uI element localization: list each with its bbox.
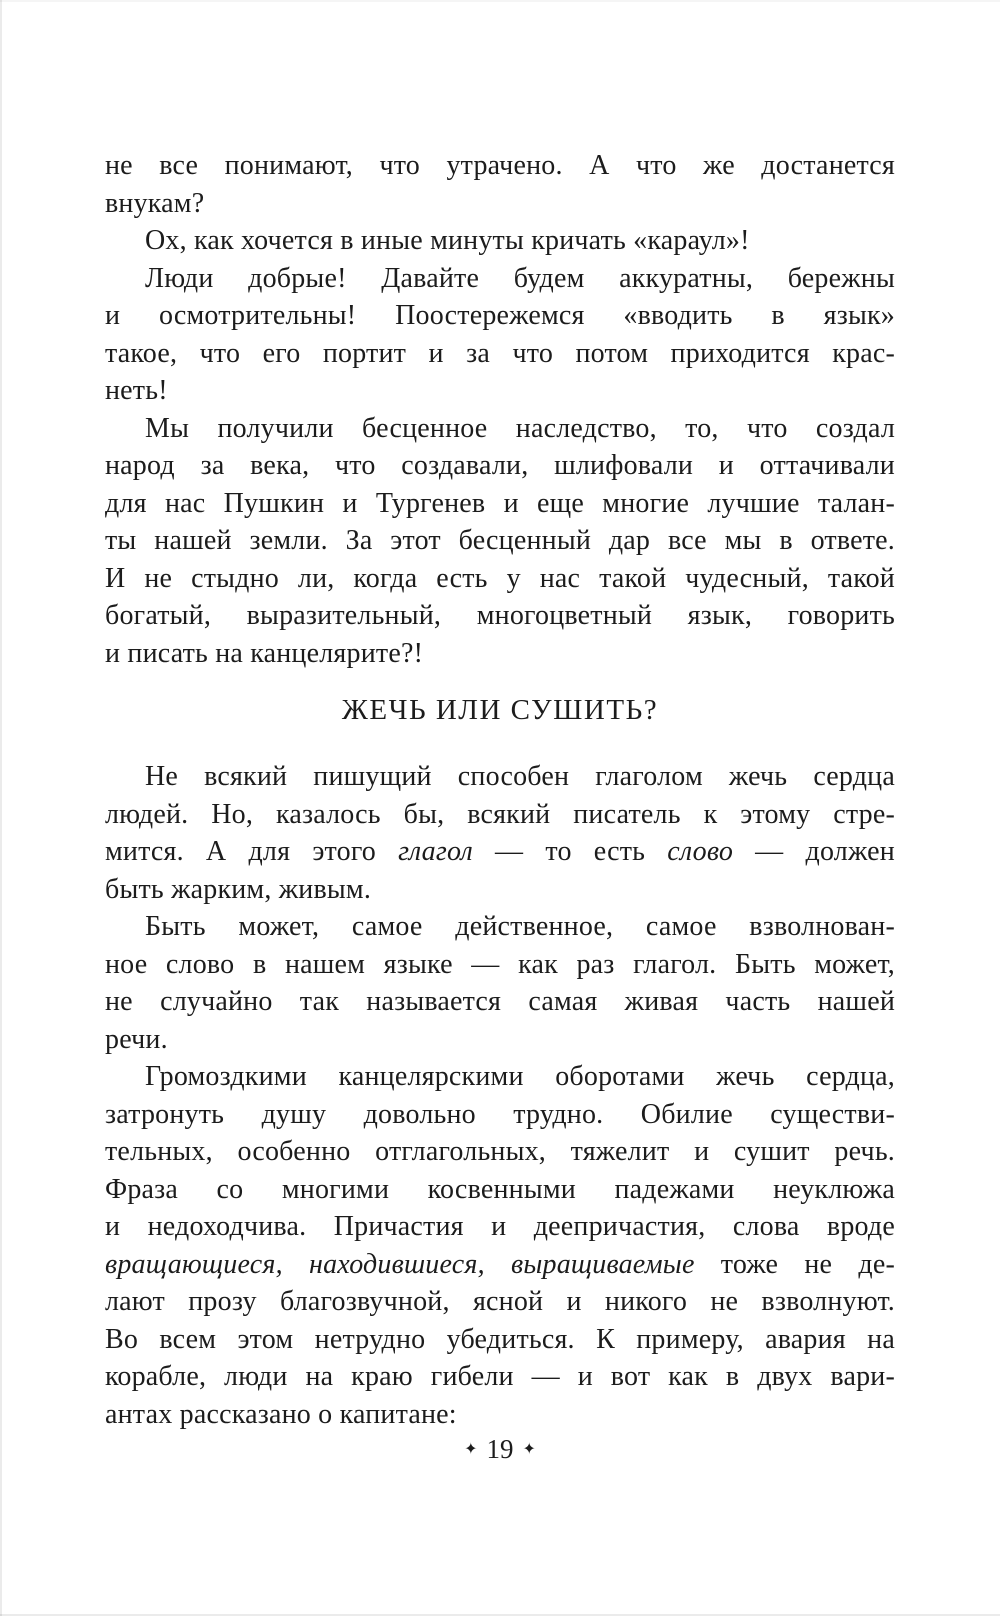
body-section (105, 758, 895, 1433)
text-segment: тельных, особенно отглагольных, тяжелит и сушит речь. (105, 1136, 895, 1167)
text-segment: ты нашей земли. За этот бесценный дар все мы в ответе. (105, 525, 895, 556)
text-line (105, 1133, 895, 1171)
text-line (105, 758, 895, 796)
text-line (105, 485, 895, 523)
text-line (105, 222, 895, 260)
text-line (105, 1208, 895, 1246)
text-segment: тоже не де- (694, 1248, 895, 1280)
text-segment: ное слово в нашем языке — как раз глагол. Быть может, (105, 948, 895, 980)
text-line (105, 871, 895, 909)
text-segment: быть жарким, живым. (105, 873, 372, 905)
paragraph (105, 260, 895, 410)
paragraph (105, 908, 895, 1058)
text-segment: Во всем этом нетрудно убедиться. К примеру, авария на (105, 1323, 895, 1355)
text-segment: Не всякий пишущий способен глаголом жечь сердца (145, 761, 895, 792)
text-segment-italic: глагол (398, 836, 473, 867)
text-segment: корабле, люди на краю гибели — и вот как в двух вари- (105, 1361, 895, 1392)
text-line (105, 447, 895, 485)
text-line (105, 1021, 895, 1059)
chapter-heading: ЖЕЧЬ ИЛИ СУШИТЬ? (341, 694, 659, 726)
page-footer (0, 1434, 1000, 1464)
text-segment: внукам? (105, 187, 205, 219)
text-segment: не случайно так называется самая живая часть нашей (105, 986, 895, 1017)
paragraph (105, 222, 895, 260)
text-line (105, 946, 895, 984)
text-segment: народ за века, что создавали, шлифовали и оттачивали (105, 450, 895, 481)
paragraph (105, 758, 895, 908)
text-line (105, 1058, 895, 1096)
text-line (105, 297, 895, 335)
text-line (105, 1246, 895, 1284)
text-line (105, 147, 895, 185)
text-segment: Ох, как хочется в иные минуты кричать «караул»! (145, 225, 750, 256)
text-line (105, 1321, 895, 1359)
text-line (105, 833, 895, 871)
text-segment: Громоздкими канцелярскими оборотами жечь сердца, (145, 1061, 895, 1092)
text-line (105, 597, 895, 635)
text-segment: И не стыдно ли, когда есть у нас такой чудесный, такой (105, 562, 895, 594)
text-segment: Фраза со многими косвенными падежами неуклюжа (105, 1173, 895, 1205)
text-segment: Быть может, самое действенное, самое взволнован- (145, 911, 895, 942)
text-line (105, 1171, 895, 1209)
text-line (105, 1396, 895, 1434)
text-segment: Люди добрые! Давайте будем аккуратны, бережны (145, 262, 895, 294)
text-line (105, 1358, 895, 1396)
ornament-right-icon: ✦ (522, 1441, 536, 1458)
text-segment: людей. Но, казалось бы, всякий писатель к этому стре- (105, 798, 895, 830)
text-segment: и недоходчива. Причастия и деепричастия, слова вроде (105, 1211, 895, 1242)
text-line (105, 635, 895, 673)
text-line (105, 260, 895, 298)
page-content (105, 147, 895, 1433)
text-segment: и писать на канцелярите?! (105, 637, 424, 669)
text-segment: мится. А для этого (105, 836, 399, 867)
text-segment: для нас Пушкин и Тургенев и еще многие лучшие талан- (105, 487, 895, 519)
text-line (105, 335, 895, 373)
text-segment: такое, что его портит и за что потом приходится крас- (105, 337, 895, 369)
text-line (105, 1283, 895, 1321)
text-line (105, 372, 895, 410)
text-segment: Мы получили бесценное наследство, то, что создал (145, 412, 895, 444)
text-segment: не все понимают, что утрачено. А что же достанется (105, 150, 895, 181)
intro-section (105, 147, 895, 672)
text-line (105, 560, 895, 598)
ornament-left-icon: ✦ (464, 1441, 478, 1458)
text-segment: лают прозу благозвучной, ясной и никого не взволнуют. (105, 1286, 895, 1317)
text-segment: неть! (105, 375, 168, 406)
text-line (105, 410, 895, 448)
paragraph (105, 1058, 895, 1433)
text-line (105, 522, 895, 560)
text-segment: и осмотрительны! Поостережемся «вводить в язык» (105, 300, 895, 331)
text-line (105, 983, 895, 1021)
text-segment-italic: вращающиеся, находившиеся, выращиваемые (105, 1248, 695, 1280)
text-segment-italic: слово (667, 836, 734, 867)
text-line (105, 908, 895, 946)
page-number: 19 (486, 1434, 514, 1464)
text-segment: антах рассказано о капитане: (105, 1398, 457, 1430)
paragraph (105, 410, 895, 673)
text-segment: — должен (733, 836, 895, 867)
text-line (105, 1096, 895, 1134)
text-segment: богатый, выразительный, многоцветный язык, говорить (105, 600, 895, 631)
text-segment: затронуть душу довольно трудно. Обилие существи- (105, 1098, 895, 1130)
text-line (105, 796, 895, 834)
text-segment: — то есть (472, 836, 668, 867)
text-segment: речи. (105, 1023, 168, 1055)
paragraph (105, 147, 895, 222)
text-line (105, 185, 895, 223)
